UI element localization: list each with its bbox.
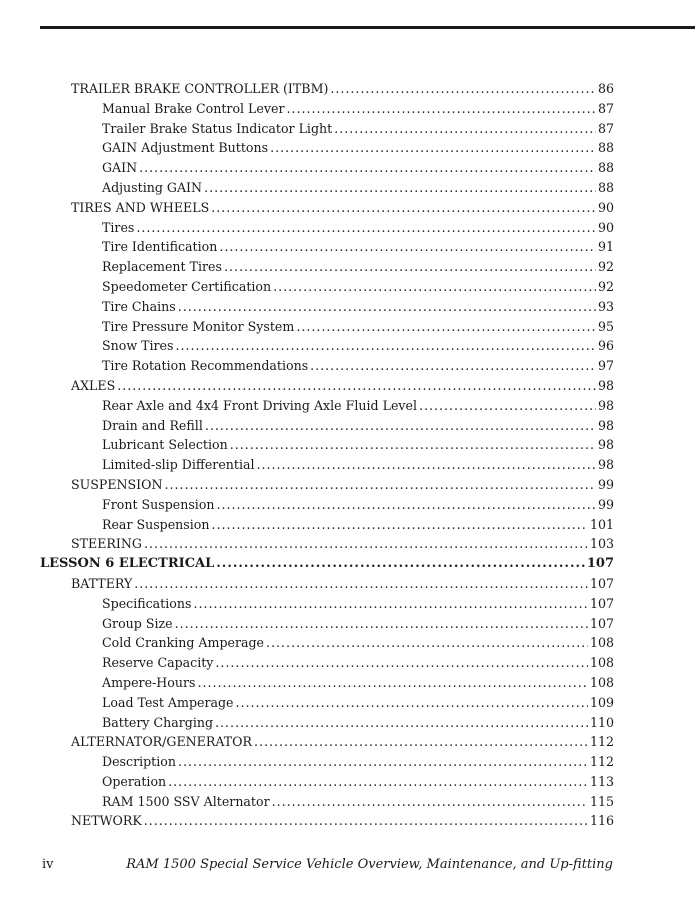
toc-subsection-entry[interactable] [40,495,614,515]
toc-subsection-entry[interactable] [40,237,614,257]
toc-entry-title: ALTERNATOR/GENERATOR [71,734,252,750]
toc-entry-title: Battery Charging [102,714,214,730]
footer-document-title: RAM 1500 Special Service Vehicle Overview, Maintenance, and Up-fitting [126,857,613,872]
toc-entry-page: 112 [589,754,614,770]
toc-entry-page: 88 [597,140,614,156]
toc-entry-page: 116 [589,813,614,829]
dot-leader [219,237,596,257]
toc-entry-page: 108 [589,635,614,651]
toc-entry-title: Tires [102,219,135,235]
toc-subsection-entry[interactable] [40,752,614,772]
toc-subsection-entry[interactable] [40,277,614,297]
dot-leader [211,198,596,218]
toc-subsection-entry[interactable] [40,138,614,158]
toc-subsection-entry[interactable] [40,317,614,337]
toc-entry-title: GAIN Adjustment Buttons [102,140,269,156]
toc-entry-title: Cold Cranking Amperage [102,635,265,651]
toc-entry-page: 108 [589,674,614,690]
toc-entry-page: 99 [597,496,614,512]
toc-section-entry[interactable] [40,574,614,594]
dot-leader [217,495,596,515]
toc-entry-page: 109 [589,694,614,710]
dot-leader [273,277,596,297]
toc-subsection-entry[interactable] [40,99,614,119]
dot-leader [215,713,588,733]
toc-entry-title: Tire Rotation Recommendations [102,358,309,374]
toc-entry-page: 90 [597,219,614,235]
toc-section-entry[interactable] [40,79,614,99]
dot-leader [270,138,596,158]
toc-entry-title: Limited-slip Differential [102,457,255,473]
dot-leader [230,435,596,455]
toc-entry-page: 92 [597,259,614,275]
toc-entry-page: 115 [589,793,614,809]
toc-subsection-entry[interactable] [40,614,614,634]
toc-section-entry[interactable] [40,198,614,218]
toc-subsection-entry[interactable] [40,416,614,436]
toc-subsection-entry[interactable] [40,792,614,812]
toc-entry-page: 95 [597,318,614,334]
toc-entry-page: 107 [589,575,614,591]
dot-leader [178,752,588,772]
toc-entry-title: Replacement Tires [102,259,222,275]
toc-entry-page: 88 [597,179,614,195]
toc-entry-title: Tire Identification [102,239,218,255]
toc-entry-page: 103 [589,536,614,552]
dot-leader [257,455,596,475]
dot-leader [204,178,596,198]
toc-subsection-entry[interactable] [40,119,614,139]
toc-entry-title: Operation [102,773,167,789]
dot-leader [193,594,588,614]
toc-entry-title: LESSON 6 ELECTRICAL [40,556,215,572]
toc-entry-title: Rear Axle and 4x4 Front Driving Axle Fluid Level [102,397,418,413]
toc-section-entry[interactable] [40,811,614,831]
dot-leader [330,79,596,99]
toc-entry-title: Snow Tires [102,338,174,354]
toc-entry-page: 92 [597,278,614,294]
dot-leader [205,416,596,436]
footer-page-number: iv [42,857,54,872]
toc-subsection-entry[interactable] [40,336,614,356]
toc-entry-page: 98 [597,457,614,473]
dot-leader [334,119,596,139]
toc-entry-title: Tire Chains [102,298,176,314]
toc-entry-title: SUSPENSION [71,476,163,492]
toc-entry-title: Speedometer Certification [102,278,272,294]
toc-entry-title: Description [102,754,176,770]
toc-subsection-entry[interactable] [40,158,614,178]
dot-leader [168,772,588,792]
toc-entry-page: 98 [597,437,614,453]
toc-subsection-entry[interactable] [40,713,614,733]
toc-entry-page: 96 [597,338,614,354]
toc-entry-title: Rear Suspension [102,516,210,532]
toc-subsection-entry[interactable] [40,178,614,198]
toc-entry-page: 107 [589,615,614,631]
dot-leader [178,297,596,317]
toc-entry-title: Group Size [102,615,173,631]
toc-entry-title: STEERING [71,536,142,552]
toc-entry-title: Specifications [102,595,192,611]
toc-entry-page: 107 [589,595,614,611]
toc-entry-title: Adjusting GAIN [102,179,203,195]
dot-leader [266,633,588,653]
toc-entry-title: Ampere-Hours [102,674,196,690]
toc-subsection-entry[interactable] [40,693,614,713]
toc-entry-title: Load Test Amperage [102,694,234,710]
toc-subsection-entry[interactable] [40,257,614,277]
toc-entry-page: 86 [597,81,614,96]
dot-leader [216,554,585,574]
toc-entry-page: 112 [589,734,614,750]
dot-leader [296,317,596,337]
toc-entry-title: RAM 1500 SSV Alternator [102,793,270,809]
toc-entry-page: 110 [589,714,614,730]
dot-leader [286,99,596,119]
toc-section-entry[interactable] [40,475,614,495]
header-rule [40,26,695,29]
toc-entry-page: 87 [597,120,614,136]
toc-subsection-entry[interactable] [40,218,614,238]
toc-subsection-entry[interactable] [40,673,614,693]
toc-entry-title: TRAILER BRAKE CONTROLLER (ITBM) [71,81,329,96]
toc-entry-page: 101 [589,516,614,532]
toc-entry-title: Manual Brake Control Lever [102,100,285,116]
toc-entry-page: 98 [597,397,614,413]
dot-leader [136,218,596,238]
dot-leader [144,534,588,554]
dot-leader [236,693,588,713]
toc-entry-page: 91 [597,239,614,255]
toc-subsection-entry[interactable] [40,396,614,416]
toc-entry-title: GAIN [102,160,138,176]
dot-leader [139,158,596,178]
toc-section-entry[interactable] [40,534,614,554]
toc-subsection-entry[interactable] [40,435,614,455]
dot-leader [144,811,588,831]
dot-leader [419,396,596,416]
toc-entry-page: 99 [597,476,614,492]
toc-entry-title: Trailer Brake Status Indicator Light [102,120,333,136]
toc-entry-title: BATTERY [71,575,133,591]
toc-entry-page: 88 [597,160,614,176]
dot-leader [215,653,588,673]
dot-leader [197,673,588,693]
toc-entry-page: 108 [589,655,614,671]
toc-subsection-entry[interactable] [40,594,614,614]
toc-entry-page: 90 [597,199,614,215]
toc-subsection-entry[interactable] [40,633,614,653]
dot-leader [272,792,588,812]
toc-subsection-entry[interactable] [40,455,614,475]
toc-subsection-entry[interactable] [40,356,614,376]
toc-entry-title: Front Suspension [102,496,215,512]
toc-chapter-entry[interactable] [40,554,614,574]
dot-leader [175,614,588,634]
dot-leader [310,356,596,376]
toc-entry-page: 87 [597,100,614,116]
toc-subsection-entry[interactable] [40,772,614,792]
toc-entry-page: 107 [586,556,614,572]
dot-leader [254,732,588,752]
toc-entry-page: 98 [597,377,614,393]
toc-entry-page: 93 [597,298,614,314]
toc-entry-page: 113 [589,773,614,789]
dot-leader [224,257,596,277]
toc-subsection-entry[interactable] [40,297,614,317]
toc-entry-title: Drain and Refill [102,417,203,433]
dot-leader [134,574,588,594]
toc-entry-title: Reserve Capacity [102,655,214,671]
dot-leader [165,475,596,495]
dot-leader [211,515,587,535]
toc-entry-page: 97 [597,358,614,374]
toc-entry-title: TIRES AND WHEELS [71,199,210,215]
table-of-contents [40,79,614,831]
dot-leader [117,376,596,396]
toc-entry-title: Tire Pressure Monitor System [102,318,295,334]
toc-entry-title: NETWORK [71,813,142,829]
dot-leader [175,336,596,356]
toc-entry-title: AXLES [71,377,116,393]
toc-entry-title: Lubricant Selection [102,437,228,453]
toc-section-entry[interactable] [40,732,614,752]
toc-entry-page: 98 [597,417,614,433]
toc-subsection-entry[interactable] [40,653,614,673]
toc-subsection-entry[interactable] [40,515,614,535]
toc-section-entry[interactable] [40,376,614,396]
